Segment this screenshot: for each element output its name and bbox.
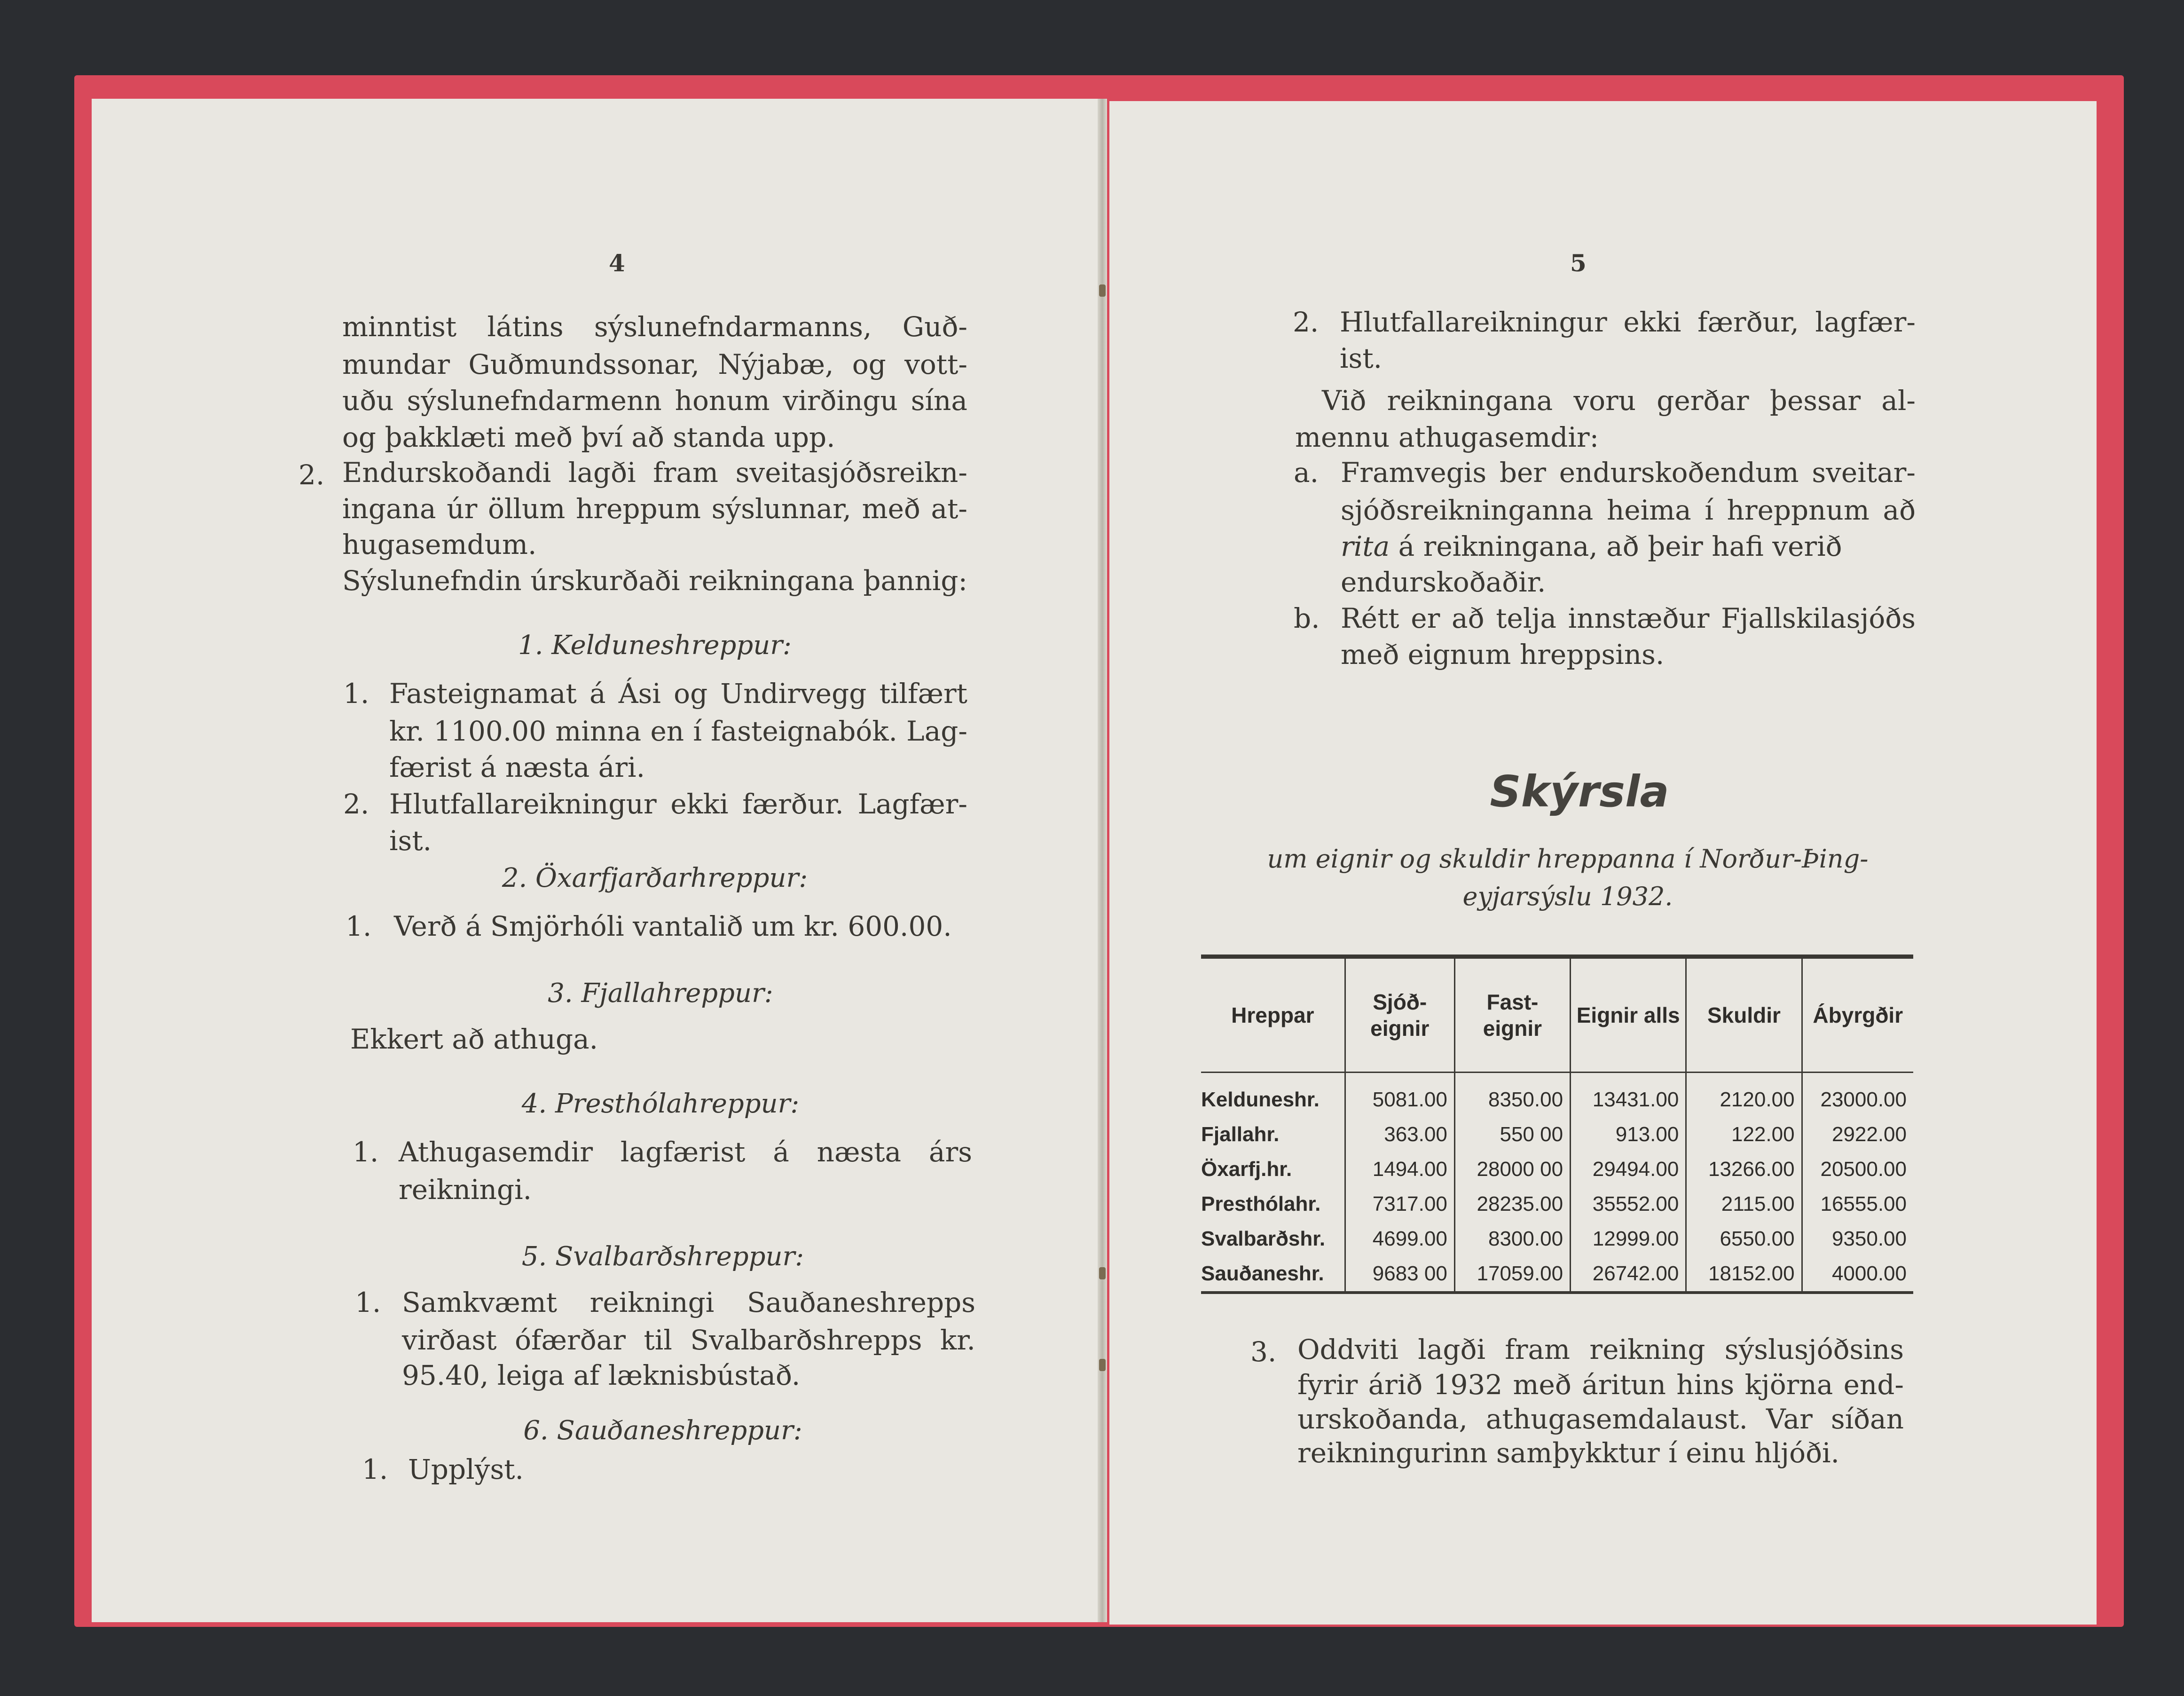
table-cell: 4000.00: [1802, 1256, 1913, 1293]
text-line: ist.: [389, 825, 432, 857]
report-subtitle: um eignir og skuldir hreppanna í Norður-Þing-: [1267, 844, 1869, 874]
text-line: sjóðsreikninganna heima í hreppnum að: [1341, 494, 1916, 526]
text-line: Við reikningana voru gerðar þessar al-: [1322, 385, 1916, 417]
table-cell: 13266.00: [1686, 1152, 1802, 1187]
item-number: b.: [1294, 602, 1320, 634]
item-number: 3.: [1250, 1336, 1277, 1368]
table-cell: 6550.00: [1686, 1222, 1802, 1256]
text-line: Rétt er að telja innstæður Fjallskilasjóðs: [1341, 602, 1916, 634]
section-heading: 5. Svalbarðshreppur:: [521, 1241, 804, 1272]
section-heading: 4. Presthólahreppur:: [521, 1089, 800, 1119]
table-cell: 12999.00: [1571, 1222, 1686, 1256]
table-cell: 7317.00: [1345, 1187, 1454, 1222]
column-header: Skuldir: [1686, 957, 1802, 1073]
column-header: Fast- eignir: [1454, 957, 1570, 1073]
column-header: Sjóð- eignir: [1345, 957, 1454, 1073]
table-cell: Öxarfj.hr.: [1201, 1158, 1292, 1181]
table-cell: 20500.00: [1802, 1152, 1913, 1187]
text-line: Ekkert að athuga.: [350, 1023, 598, 1055]
table-cell: 13431.00: [1571, 1073, 1686, 1118]
table-row: [1201, 1222, 1913, 1256]
table-cell: 26742.00: [1571, 1256, 1686, 1293]
text-line: Hlutfallareikningur ekki færður. Lagfær-: [389, 788, 967, 820]
text-fragment: á reikningana, að þeir hafi verið: [1390, 530, 1842, 562]
assets-table: [1201, 954, 1913, 1294]
stitch: [1099, 1267, 1106, 1279]
table-cell: Sauðaneshr.: [1201, 1262, 1324, 1285]
text-line: endurskoðaðir.: [1341, 566, 1546, 598]
table-cell: 122.00: [1686, 1117, 1802, 1152]
item-number: 1.: [346, 910, 372, 942]
text-line: minntist látins sýslunefndarmanns, Guð-: [342, 311, 967, 343]
table-cell: 4699.00: [1345, 1222, 1454, 1256]
table-cell: 913.00: [1571, 1117, 1686, 1152]
table-cell: 9350.00: [1802, 1222, 1913, 1256]
text-line: Fasteignamat á Ási og Undirvegg tilfært: [389, 678, 967, 710]
book-spine: [1098, 99, 1107, 1622]
table-cell: Fjallahr.: [1201, 1123, 1280, 1146]
stitch: [1099, 284, 1106, 297]
text-line: ist.: [1340, 342, 1383, 374]
text-line: mundar Guðmundssonar, Nýjabæ, og vott-: [342, 348, 967, 380]
table-cell: 5081.00: [1345, 1073, 1454, 1118]
text-line: með eignum hreppsins.: [1341, 639, 1665, 671]
table-row: [1201, 1117, 1913, 1152]
section-heading: 6. Sauðaneshreppur:: [523, 1415, 802, 1446]
text-line: hugasemdum.: [342, 529, 537, 560]
text-line: [1341, 528, 1916, 565]
table-cell: 18152.00: [1686, 1256, 1802, 1293]
text-line: mennu athugasemdir:: [1295, 421, 1599, 453]
table-cell: 35552.00: [1571, 1187, 1686, 1222]
text-line: Samkvæmt reikningi Sauðaneshrepps: [402, 1286, 975, 1318]
table-row: [1201, 1256, 1913, 1293]
table-cell: 8350.00: [1454, 1073, 1570, 1118]
table-cell: 23000.00: [1802, 1073, 1913, 1118]
text-line: Upplýst.: [408, 1453, 524, 1485]
text-line: Athugasemdir lagfærist á næsta árs: [399, 1136, 972, 1168]
table-cell: 28000 00: [1454, 1152, 1570, 1187]
table-cell: Kelduneshr.: [1201, 1088, 1320, 1111]
table-cell: Svalbarðshr.: [1201, 1227, 1326, 1250]
table-cell: 550 00: [1454, 1117, 1570, 1152]
stitch: [1099, 1359, 1106, 1371]
table-cell: 9683 00: [1345, 1256, 1454, 1293]
table-cell: Presthólahr.: [1201, 1192, 1321, 1215]
section-heading: 1. Kelduneshreppur:: [518, 630, 792, 661]
item-number: 1.: [353, 1136, 379, 1168]
table-cell: 16555.00: [1802, 1187, 1913, 1222]
text-line: og þakklæti með því að standa upp.: [342, 421, 835, 453]
table-cell: 2922.00: [1802, 1117, 1913, 1152]
page-number: 4: [609, 249, 625, 277]
text-line: ingana úr öllum hreppum sýslunnar, með at-: [342, 493, 967, 525]
table-cell: 28235.00: [1454, 1187, 1570, 1222]
text-line: Framvegis ber endurskoðendum sveitar-: [1341, 457, 1916, 489]
italic-word: rita: [1341, 530, 1390, 562]
column-header: Ábyrgðir: [1802, 957, 1913, 1073]
text-line: Oddviti lagði fram reikning sýslusjóðsins: [1297, 1333, 1904, 1365]
text-line: Verð á Smjörhóli vantalið um kr. 600.00.: [394, 910, 952, 942]
item-number: a.: [1294, 457, 1319, 489]
item-number: 2.: [1293, 306, 1319, 338]
table-cell: 1494.00: [1345, 1152, 1454, 1187]
report-subtitle: eyjarsýslu 1932.: [1462, 882, 1673, 911]
section-heading: 2. Öxarfjarðarhreppur:: [502, 863, 808, 893]
section-heading: 3. Fjallahreppur:: [548, 978, 773, 1009]
column-header: Eignir alls: [1571, 957, 1686, 1073]
item-number: 2.: [299, 459, 325, 491]
text-line: uðu sýslunefndarmenn honum virðingu sína: [342, 385, 967, 417]
table-cell: 363.00: [1345, 1117, 1454, 1152]
report-title: Skýrsla: [1490, 766, 1669, 817]
text-line: færist á næsta ári.: [389, 751, 645, 783]
text-line: reikningurinn samþykktur í einu hljóði.: [1297, 1437, 1839, 1469]
item-number: 2.: [343, 788, 369, 820]
text-line: reikningi.: [399, 1174, 532, 1206]
table-cell: 2115.00: [1686, 1187, 1802, 1222]
table-header-row: [1201, 957, 1913, 1073]
text-line: virðast ófærðar til Svalbarðshrepps kr.: [402, 1324, 975, 1356]
text-line: urskoðanda, athugasemdalaust. Var síðan: [1297, 1403, 1904, 1435]
item-number: 1.: [362, 1453, 388, 1485]
text-line: Endurskoðandi lagði fram sveitasjóðsreikn-: [342, 457, 967, 489]
table-cell: 2120.00: [1686, 1073, 1802, 1118]
text-line: Sýslunefndin úrskurðaði reikningana þannig:: [342, 565, 967, 597]
table-row: [1201, 1152, 1913, 1187]
item-number: 1.: [355, 1286, 381, 1318]
table-cell: 8300.00: [1454, 1222, 1570, 1256]
table-row: [1201, 1073, 1913, 1118]
table-cell: 17059.00: [1454, 1256, 1570, 1293]
column-header: Hreppar: [1201, 957, 1345, 1073]
page-number: 5: [1570, 249, 1587, 277]
table-cell: 29494.00: [1571, 1152, 1686, 1187]
text-line: fyrir árið 1932 með áritun hins kjörna end-: [1297, 1369, 1904, 1401]
table-row: [1201, 1187, 1913, 1222]
text-line: 95.40, leiga af læknisbústað.: [402, 1359, 801, 1391]
item-number: 1.: [343, 678, 369, 710]
text-line: Hlutfallareikningur ekki færður, lagfær-: [1340, 306, 1916, 338]
text-line: kr. 1100.00 minna en í fasteignabók. Lag-: [389, 715, 967, 747]
